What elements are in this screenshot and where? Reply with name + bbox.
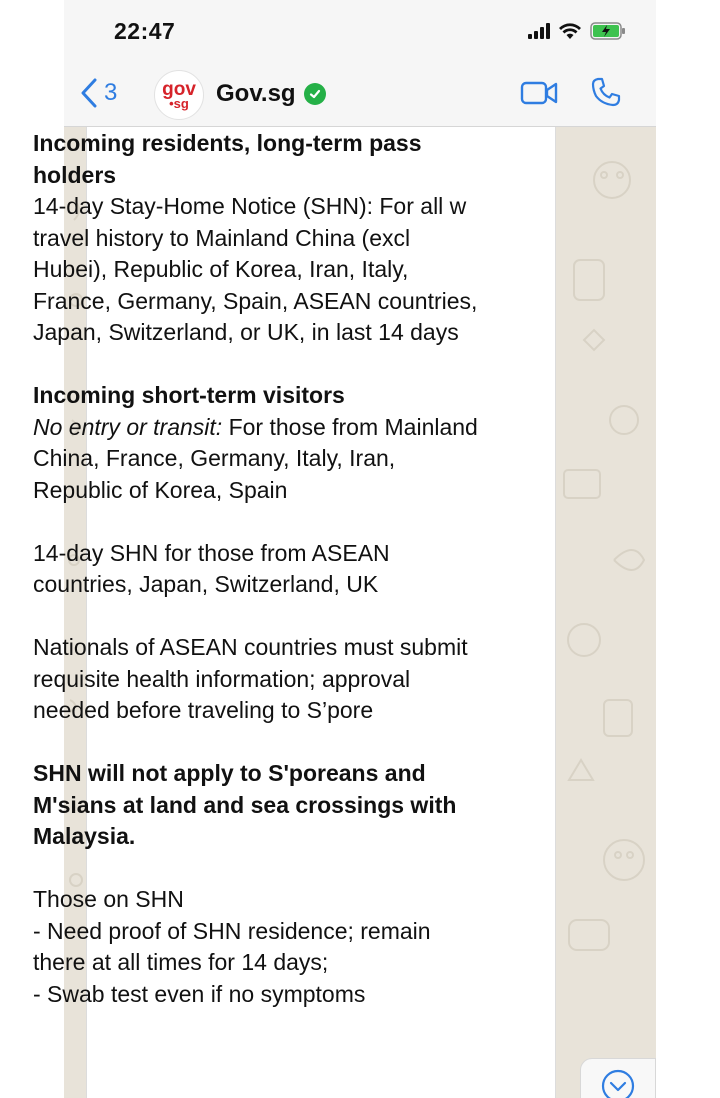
avatar-logo-top: gov bbox=[162, 78, 196, 100]
voice-call-button[interactable] bbox=[590, 76, 622, 113]
status-time: 22:47 bbox=[114, 18, 176, 44]
avatar-logo-bottom: •sg bbox=[169, 95, 189, 111]
section-title-visitors: Incoming short-term visitors bbox=[33, 382, 345, 408]
video-call-button[interactable] bbox=[520, 80, 558, 111]
section-title-shn: Those on SHN bbox=[33, 886, 184, 912]
asean-nationals-text: Nationals of ASEAN countries must submit requisite health information; approval needed before traveling to S’pore bbox=[33, 634, 468, 723]
contact-avatar[interactable] bbox=[154, 70, 204, 120]
shn-rule-2: - Swab test even if no symptoms bbox=[33, 980, 366, 1007]
malaysia-exemption-text: SHN will not apply to S'poreans and M'sians at land and sea crossings with Malaysia. bbox=[33, 760, 457, 849]
chevron-left-icon bbox=[80, 78, 98, 108]
phone-icon bbox=[590, 76, 622, 108]
scroll-to-bottom-button[interactable] bbox=[580, 1058, 656, 1098]
chevron-down-circle-icon bbox=[601, 1069, 635, 1098]
battery-charging-icon bbox=[590, 22, 626, 40]
top-bar bbox=[64, 0, 656, 127]
wifi-icon bbox=[558, 22, 582, 40]
residents-shn-text: 14-day Stay-Home Notice (SHN): For all w travel history to Mainland China (excl Hubei), Republic of Korea, Iran, Italy, France, Germany, Spain, ASEAN countries, Japan, Switzerland, or UK, in last 14 days bbox=[33, 193, 478, 345]
no-entry-label: No entry or transit: bbox=[33, 413, 223, 440]
contact-title[interactable] bbox=[216, 80, 326, 108]
back-button[interactable] bbox=[80, 78, 117, 108]
section-title-residents: Incoming residents, long-term pass holders bbox=[33, 130, 422, 188]
message-text bbox=[33, 128, 483, 1010]
no-entry-text: For those from Mainland China, France, Germany, Italy, Iran, Republic of Korea, Spain bbox=[33, 413, 478, 503]
asean-shn-text: 14-day SHN for those from ASEAN countries, Japan, Switzerland, UK bbox=[33, 539, 390, 597]
contact-name: Gov.sg bbox=[216, 80, 296, 107]
unread-count: 3 bbox=[104, 79, 118, 106]
verified-badge-icon bbox=[304, 83, 326, 105]
video-camera-icon bbox=[520, 80, 558, 106]
shn-rule-1: - Need proof of SHN residence; remain there at all times for 14 days; bbox=[33, 917, 431, 975]
cellular-signal-icon bbox=[528, 23, 550, 39]
status-icons bbox=[528, 22, 626, 40]
